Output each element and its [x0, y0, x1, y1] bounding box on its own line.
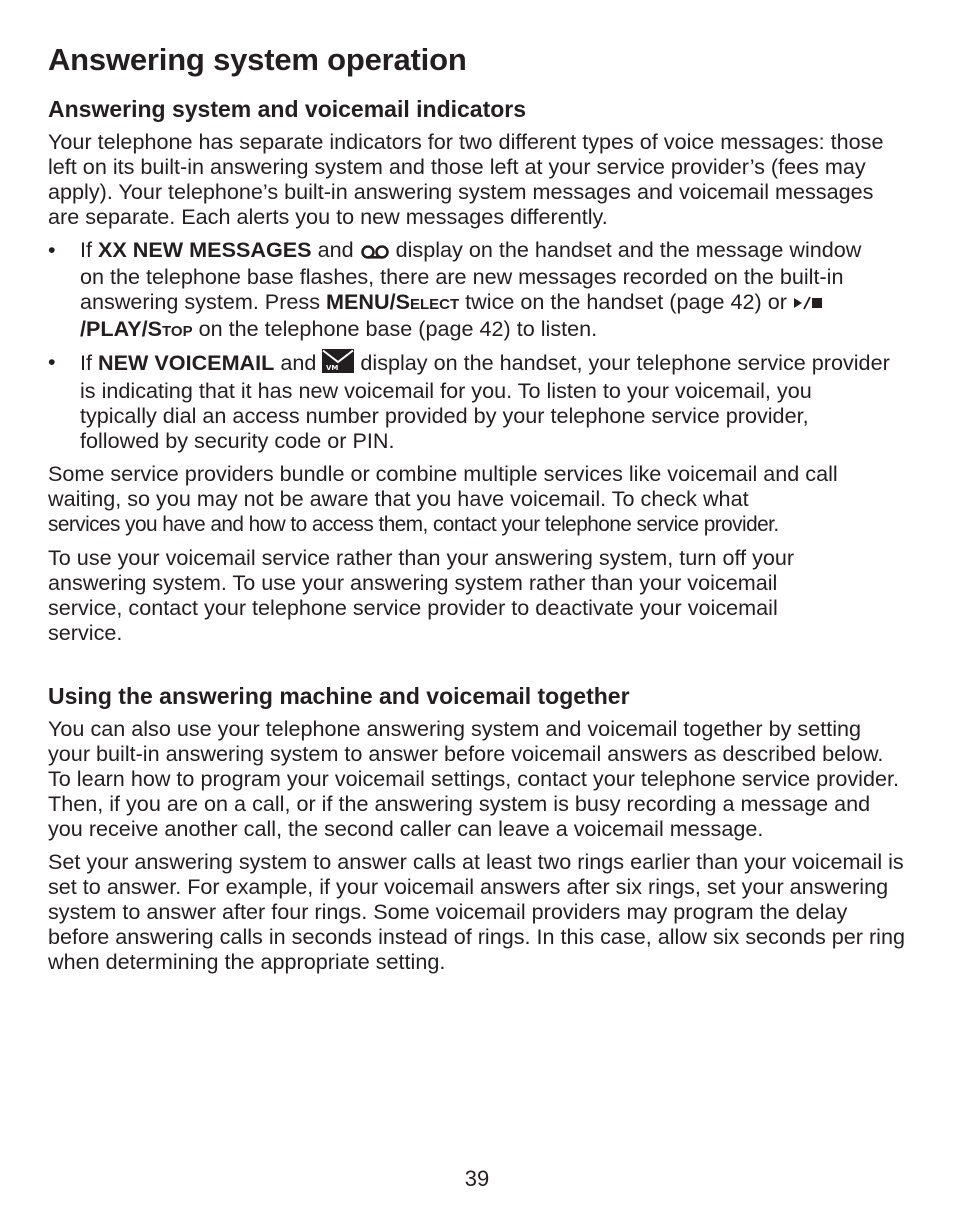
envelope-icon	[322, 349, 354, 378]
svg-text:VM: VM	[326, 364, 339, 372]
bullet: •	[48, 349, 56, 374]
text-run: twice on the handset (page 42) or	[459, 289, 793, 314]
text-run: and	[274, 350, 323, 375]
page-title: Answering system operation	[48, 42, 467, 77]
section-heading-together: Using the answering machine and voicemail together	[48, 683, 630, 709]
voicemail-tape-icon	[360, 239, 390, 264]
page-content	[48, 40, 908, 982]
indicator-list	[48, 237, 908, 453]
text-run: display on the handset and the message window on the telephone base flashes, there are new messages recorded on the built-in answering system. Press	[80, 237, 862, 314]
key-label: /PLAY/	[80, 316, 148, 341]
new-messages-label: XX NEW MESSAGES	[98, 237, 312, 262]
together-paragraph-2: Set your answering system to answer calls at least two rings earlier than your voicemail is set to answer. For example, if your voicemail answers after six rings, set your answering system to answer after four rings. Some voicemail providers may program the delay before answering calls in seconds instead of rings. In this case, allow six seconds per ring when determining the appropriate setting.	[48, 849, 905, 974]
text-run: and	[311, 237, 360, 262]
play-stop-icon	[793, 291, 823, 316]
page-number: 39	[464, 1166, 490, 1191]
text-run: If	[80, 350, 98, 375]
together-paragraph-1: You can also use your telephone answering system and voicemail together by setting your built-in answering system to answer before voicemail answers as described below. To learn how to program your voicemail settings, contact your telephone service provider. Then, if you are on a call, or if the answering system is busy recording a message and you receive another call, the second caller can leave a voicemail message.	[48, 716, 899, 841]
text-run: Some service providers bundle or combine multiple services like voicemail and call waiting, so you may not be aware that you have voicemail. To check what	[48, 461, 838, 511]
text-run: If	[80, 237, 98, 262]
section-heading-indicators: Answering system and voicemail indicators	[48, 96, 527, 122]
list-item	[48, 237, 880, 341]
voicemail-choice-paragraph: To use your voicemail service rather than your answering system, turn off your answering system. To use your answering system rather than your voicemail service, contact your telephone service provider to deactivate your voicemail service.	[48, 545, 795, 645]
text-run: on the telephone base (page 42) to listen.	[192, 316, 598, 341]
list-item	[48, 349, 890, 453]
service-bundle-paragraph	[48, 461, 898, 537]
key-label-smallcaps: Stop	[147, 316, 193, 341]
bullet: •	[48, 237, 56, 262]
menu-select-key	[326, 289, 459, 314]
text-run: display on the handset, your telephone service provider is indicating that it has new voicemail for you. To listen to your voicemail, you typically dial an access number provided by your telephone service provider, followed by security code or PIN.	[80, 350, 890, 453]
key-label-smallcaps: Select	[395, 289, 460, 314]
new-voicemail-label: NEW VOICEMAIL	[98, 350, 275, 375]
key-label: MENU/	[326, 289, 396, 314]
play-stop-key	[80, 316, 193, 341]
text-run: services you have and how to access them, contact your telephone service provider.	[48, 513, 779, 536]
intro-paragraph: Your telephone has separate indicators for two different types of voice messages: those left on its built-in answering system and those left at your service provider’s (fees may apply). Your telephone’s built-in answering system messages and voicemail messages are separate. Each alerts you to new messages differently.	[48, 129, 884, 229]
